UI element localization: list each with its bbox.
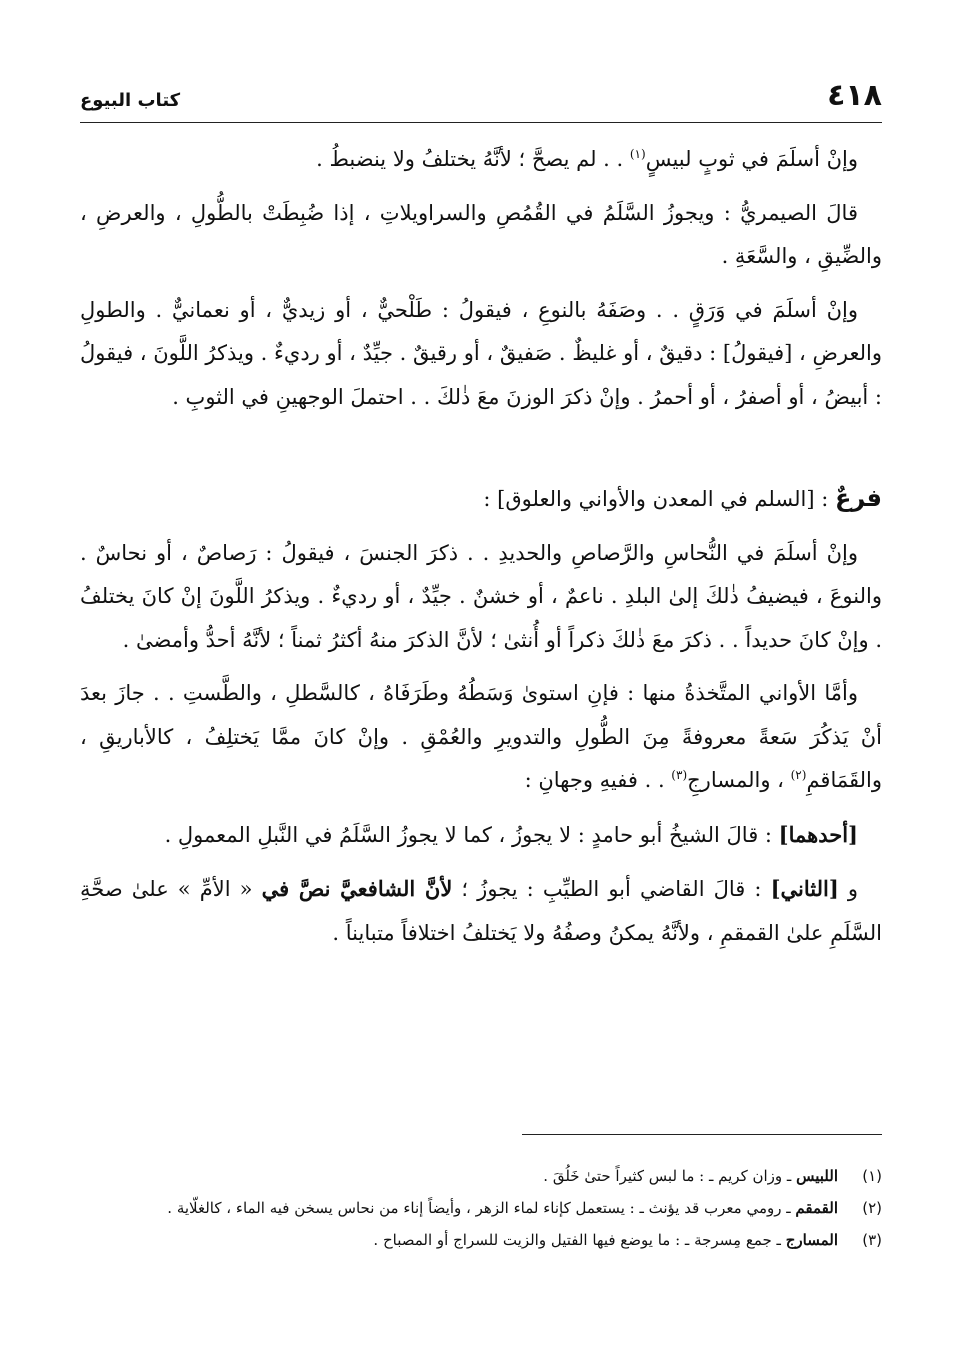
footnote-body xyxy=(80,1194,838,1222)
footnote-text: ـ وزان كريم ـ : ما لبس كثيراً حتىٰ خَلُقَ . xyxy=(543,1167,797,1185)
paragraph-1 xyxy=(80,138,882,182)
paragraph-5-text-a: وأمَّا الأواني المتَّخذةُ منها : فإنِ استوىٰ وَسَطُهُ وطَرَفَاهُ ، كالسَّطلِ ، والطَّستِ . . جازَ بعدَ أنْ يَذكُرَ سَعةً معروفةً مِنَ الطُّولِ والتدويرِ والعُمْقِ . وإنْ كانَ ممَّا يَختلِفُ ، كالأباريقِ ، والقَمَاقمِ xyxy=(80,681,882,792)
footnote-number: (٣) xyxy=(862,1231,882,1249)
branch-heading xyxy=(80,477,882,522)
footnote-body xyxy=(80,1226,838,1254)
second-view-label: [الثاني] xyxy=(770,876,839,901)
footnote-text: ـ جمع مِسرجة ـ : ما يوضع فيها الفتيل والزيت للسراج أو المصباح . xyxy=(373,1231,786,1249)
paragraph-7 xyxy=(80,867,882,955)
paragraph-5-text-b: ، والمسارجِ xyxy=(687,768,791,792)
footnote-number: (٢) xyxy=(862,1199,882,1217)
paragraph-2: قالَ الصيمريُّ : ويجوزُ السَّلَمُ في القُمُصِ والسراويلاتِ ، إذا ضُبِطَتْ بالطُّولِ ، والعرضِ ، والضِّيقِ ، والسَّعَةِ . xyxy=(80,200,882,268)
paragraph-5-text-c: . . ففيهِ وجهانِ : xyxy=(524,768,672,792)
footnote-text: ـ رومي معرب قد يؤنث ـ : يستعمل كإناء لماء الزهر ، وأيضاً إناء من نحاس يسخن فيه الماء ، كالغلّاية . xyxy=(167,1199,796,1217)
paragraph-7-prefix: و xyxy=(838,877,858,901)
footnote-term: اللبيس xyxy=(796,1167,838,1185)
footnote-ref-1: (١) xyxy=(629,147,646,161)
footnote-2 xyxy=(80,1194,882,1222)
footnote-body xyxy=(80,1162,838,1190)
paragraph-4: وإنْ أسلَمَ في النُّحاسِ والرَّصاصِ والحديدِ . . ذكرَ الجنسَ ، فيقولُ : رَصاصٌ ، أو نحاسٌ . والنوعَ ، فيضيفُ ذٰلكَ إلىٰ البلدِ . ناعمٌ ، أو خشنٌ . جيِّدٌ ، أو رديءٌ . ويذكرُ اللَّونَ إنْ كانَ يختلفُ . وإنْ كانَ حديداً . . ذكرَ معَ ذٰلكَ ذكراً أو أُنثىٰ ؛ لأنَّ الذكرَ منهُ أكثرُ ثمناً ؛ لأنَّهُ أحدُّ وأمضىٰ . xyxy=(80,540,882,652)
running-title: كتاب البيوع xyxy=(80,90,181,111)
paragraph-5 xyxy=(80,672,882,803)
footnote-3 xyxy=(80,1226,882,1254)
paragraph-6 xyxy=(80,813,882,858)
footnote-ref-3: (٣) xyxy=(671,768,688,782)
footnotes xyxy=(80,1162,882,1258)
paragraph-1-text-b: . . لم يصحَّ ؛ لأنَّهُ يختلفُ ولا ينضبطُ . xyxy=(316,147,630,171)
branch-title: : [السلم في المعدن والأواني والعلوق] : xyxy=(483,487,835,511)
paragraph-3: وإنْ أسلَمَ في وَرَقٍ . . وصَفَهُ بالنوعِ ، فيقولُ : طَلْحيٌّ ، أو زيديٌّ ، أو نعمانيٌّ . والطولِ والعرضِ ، [فيقولُ] : دقيقٌ ، أو غليظٌ . صَفيقٌ ، أو رقيقٌ . جيِّدٌ ، أو رديءٌ . ويذكرُ اللَّونَ ، فيقولُ : أبيضُ ، أو أصفرُ ، أو أحمرُ . وإنْ ذكرَ الوزنَ معَ ذٰلكَ . . احتملَ الوجهينِ في الثوبِ . xyxy=(80,297,882,409)
footnote-1 xyxy=(80,1162,882,1190)
main-text xyxy=(80,138,882,965)
page-number: ٤١٨ xyxy=(827,78,882,113)
paragraph-1-text-a: وإنْ أسلَمَ في ثوبٍ لبيسٍ xyxy=(645,147,858,171)
footnote-term: المسارج xyxy=(785,1231,838,1249)
paragraph-7-emphasis: لأنَّ الشافعيَّ نصَّ في xyxy=(261,876,453,901)
first-view-label: [أحدهما] xyxy=(778,821,858,847)
footnote-term: القمقم xyxy=(795,1199,838,1217)
paragraph-7-text-b: « الأمِّ » علىٰ صحَّةِ السَّلَمِ علىٰ القمقمِ ، ولأنَّهُ يمكنُ وصفُهُ ولا يَختلفُ اختلافاً متبايناً . xyxy=(80,877,882,945)
branch-label: فرعٌ xyxy=(834,484,882,512)
footnote-ref-2: (٢) xyxy=(790,768,807,782)
paragraph-7-text-a: : قالَ القاضي أبو الطيِّبِ : يجوزُ ؛ xyxy=(452,877,771,901)
paragraph-6-text: : قالَ الشيخُ أبو حامدٍ : لا يجوزُ ، كما لا يجوزُ السَّلَمُ في النَّبلِ المعمولِ . xyxy=(164,822,779,847)
footnote-number: (١) xyxy=(862,1167,882,1185)
page-header xyxy=(80,78,882,123)
footnote-separator xyxy=(522,1134,882,1135)
